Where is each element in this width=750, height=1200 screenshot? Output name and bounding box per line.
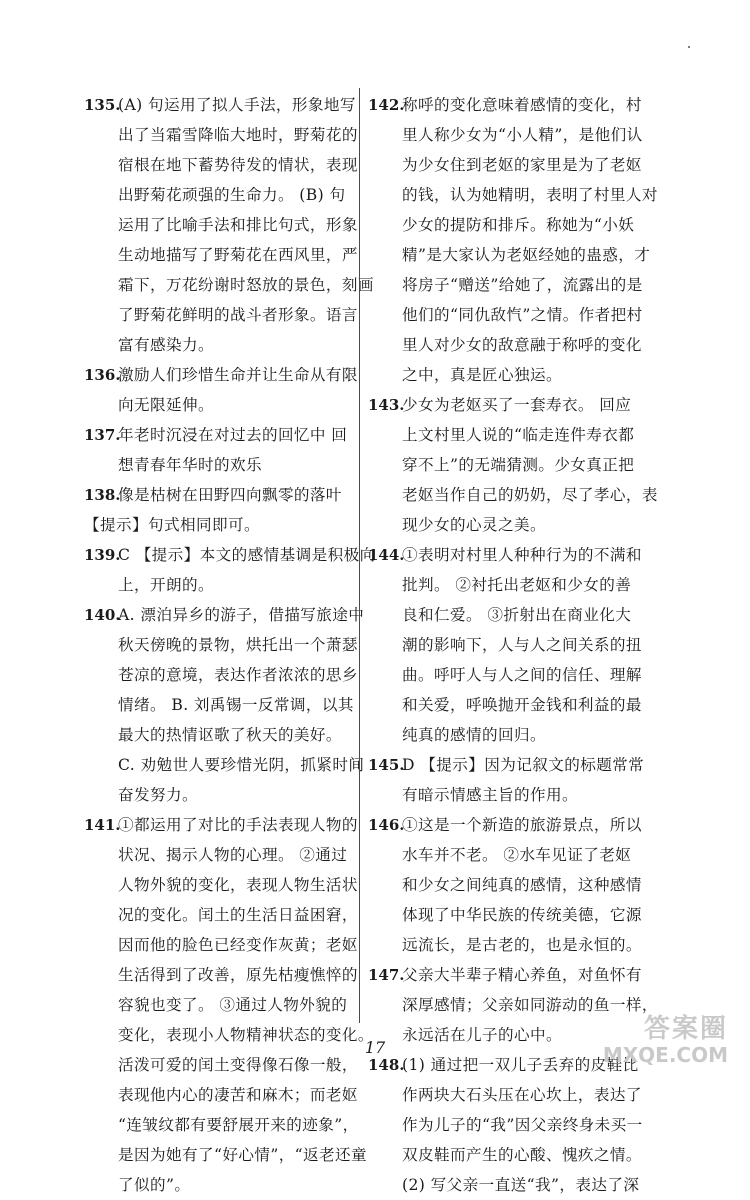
- question-number: 140.: [84, 606, 121, 624]
- answer-line: 父亲大半辈子精心养鱼，对鱼怀有: [402, 966, 642, 984]
- answer-line: 精”是大家认为老妪经她的蛊惑，才: [402, 246, 651, 264]
- answer-line: 少女的提防和排斥。称她为“小妖: [402, 216, 635, 234]
- answer-line: 体现了中华民族的传统美德，它源: [402, 906, 642, 924]
- answer-line: 出了当霜雪降临大地时，野菊花的: [118, 126, 358, 144]
- answer-line: 批判。 ②衬托出老妪和少女的善: [402, 576, 632, 594]
- answer-line: 了似的”。: [118, 1176, 191, 1194]
- answer-item: [368, 750, 702, 810]
- answer-line: C. 劝勉世人要珍惜光阴，抓紧时间: [118, 756, 365, 774]
- question-number: 145.: [368, 756, 405, 774]
- answer-line: 像是枯树在田野四向飘零的落叶: [118, 486, 342, 504]
- left-column: [84, 90, 402, 1200]
- answer-line: 人物外貌的变化，表现人物生活状: [118, 876, 358, 894]
- answer-line: 苍凉的意境，表达作者浓浓的思乡: [118, 666, 358, 684]
- answer-line: 水车并不老。 ②水车见证了老妪: [402, 846, 632, 864]
- answer-line: 表现他内心的凄苦和麻木；而老妪: [118, 1086, 358, 1104]
- column-divider: [359, 88, 360, 1023]
- question-number: 146.: [368, 816, 405, 834]
- answer-line: C 【提示】本文的感情基调是积极向: [118, 546, 376, 564]
- answer-line: 上，开朗的。: [118, 576, 214, 594]
- answer-line: 里人对少女的敌意融于称呼的变化: [402, 336, 642, 354]
- answer-line: 生动地描写了野菊花在西风里，严: [118, 246, 358, 264]
- answer-line: 霜下，万花纷谢时怒放的景色，刻画: [118, 276, 374, 294]
- answer-line: 纯真的感情的回归。: [402, 726, 546, 744]
- answer-item: [368, 810, 702, 960]
- answer-item: [84, 510, 402, 540]
- answer-line: 曲。呼吁人与人之间的信任、理解: [402, 666, 642, 684]
- answer-line: ①这是一个新造的旅游景点，所以: [402, 816, 642, 834]
- scan-speck: [688, 46, 690, 48]
- answer-line: 情绪。 B. 刘禹锡一反常调，以其: [118, 696, 354, 714]
- answer-line: 容貌也变了。 ③通过人物外貌的: [118, 996, 348, 1014]
- answer-item: [84, 540, 402, 600]
- answer-item: [368, 390, 702, 540]
- question-number: 144.: [368, 546, 405, 564]
- answer-item: [84, 480, 402, 510]
- answer-line: 状况、揭示人物的心理。 ②通过: [118, 846, 348, 864]
- answer-line: 里人称少女为“小人精”，是他们认: [402, 126, 643, 144]
- answer-line: “连皱纹都有要舒展开来的迹象”，: [118, 1116, 359, 1134]
- answer-line: 和关爱，呼唤抛开金钱和利益的最: [402, 696, 642, 714]
- answer-line: (1) 通过把一双儿子丢弃的皮鞋比: [402, 1056, 639, 1074]
- answer-line: 和少女之间纯真的感情，这种感情: [402, 876, 642, 894]
- watermark-logo: [603, 1015, 728, 1066]
- answer-line: 运用了比喻手法和排比句式，形象: [118, 216, 358, 234]
- question-number: 139.: [84, 546, 121, 564]
- answer-line: 称呼的变化意味着感情的变化，村: [402, 96, 642, 114]
- answer-line: 将房子“赠送”给她了，流露出的是: [402, 276, 643, 294]
- answer-line: 良和仁爱。 ③折射出在商业化大: [402, 606, 632, 624]
- answer-line: 穿不上”的无端猜测。少女真正把: [402, 456, 635, 474]
- answer-line: 【提示】句式相同即可。: [84, 516, 260, 534]
- answer-line: 作两块大石头压在心坎上，表达了: [402, 1086, 642, 1104]
- answer-line: 变化，表现小人物精神状态的变化。: [118, 1026, 374, 1044]
- answer-item: [84, 810, 402, 1200]
- answer-item: [84, 360, 402, 420]
- answer-item: [368, 540, 702, 750]
- answer-line: 双皮鞋而产生的心酸、愧疚之情。: [402, 1146, 642, 1164]
- answer-line: 奋发努力。: [118, 786, 198, 804]
- answer-line: 激励人们珍惜生命并让生命从有限: [118, 366, 358, 384]
- answer-line: 况的变化。闰土的生活日益困窘，: [118, 906, 358, 924]
- answer-line: (A) 句运用了拟人手法，形象地写: [118, 96, 356, 114]
- answer-item: [84, 90, 402, 360]
- answer-line: 作为儿子的“我”因父亲终身未买一: [402, 1116, 643, 1134]
- answer-line: 为少女住到老妪的家里是为了老妪: [402, 156, 642, 174]
- answer-line: 想青春年华时的欢乐: [118, 456, 262, 474]
- answer-line: 有暗示情感主旨的作用。: [402, 786, 578, 804]
- answer-line: 年老时沉浸在对过去的回忆中 回: [118, 426, 348, 444]
- answer-line: 少女为老妪买了一套寿衣。 回应: [402, 396, 632, 414]
- answer-line: A. 漂泊异乡的游子，借描写旅途中: [118, 606, 365, 624]
- answer-line: 现少女的心灵之美。: [402, 516, 546, 534]
- answer-line: D 【提示】因为记叙文的标题常常: [402, 756, 645, 774]
- question-number: 138.: [84, 486, 121, 504]
- answer-line: 潮的影响下，人与人之间关系的扭: [402, 636, 642, 654]
- answer-line: 深厚感情；父亲如同游动的鱼一样，: [402, 996, 658, 1014]
- question-number: 148.: [368, 1056, 405, 1074]
- answer-line: 出野菊花顽强的生命力。 (B) 句: [118, 186, 346, 204]
- answer-line: 的钱，认为她精明，表明了村里人对: [402, 186, 658, 204]
- question-number: 137.: [84, 426, 121, 444]
- page-number: 17: [364, 1038, 386, 1057]
- question-number: 143.: [368, 396, 405, 414]
- watermark-text: 答案圈: [643, 1014, 728, 1045]
- answer-line: 永远活在儿子的心中。: [402, 1026, 562, 1044]
- question-number: 142.: [368, 96, 405, 114]
- answer-line: 最大的热情讴歌了秋天的美好。: [118, 726, 342, 744]
- answer-line: 上文村里人说的“临走连件寿衣都: [402, 426, 635, 444]
- answer-line: ①表明对村里人种种行为的不满和: [402, 546, 642, 564]
- answer-line: 富有感染力。: [118, 336, 214, 354]
- watermark-url: MXQE.COM: [602, 1043, 728, 1067]
- question-number: 135.: [84, 96, 121, 114]
- answer-line: 之中，真是匠心独运。: [402, 366, 562, 384]
- question-number: 141.: [84, 816, 121, 834]
- answer-item: [368, 1050, 702, 1200]
- answer-line: 向无限延伸。: [118, 396, 214, 414]
- answer-line: 了野菊花鲜明的战斗者形象。语言: [118, 306, 358, 324]
- answer-line: 秋天傍晚的景物，烘托出一个萧瑟: [118, 636, 358, 654]
- answer-line: 老妪当作自己的奶奶，尽了孝心，表: [402, 486, 658, 504]
- answer-line: ①都运用了对比的手法表现人物的: [118, 816, 358, 834]
- question-number: 147.: [368, 966, 405, 984]
- answer-item: [84, 420, 402, 480]
- answer-line: 活泼可爱的闰土变得像石像一般，: [118, 1056, 358, 1074]
- answer-line: 他们的“同仇敌忾”之情。作者把村: [402, 306, 643, 324]
- answer-line: 远流长，是古老的，也是永恒的。: [402, 936, 642, 954]
- answer-line: 生活得到了改善，原先枯瘦憔悴的: [118, 966, 358, 984]
- answer-line: 宿根在地下蓄势待发的情状，表现: [118, 156, 358, 174]
- answer-item: [368, 90, 702, 390]
- answer-line: 因而他的脸色已经变作灰黄；老妪: [118, 936, 358, 954]
- answer-line: 是因为她有了“好心情”，“返老还童: [118, 1146, 368, 1164]
- answer-item: [84, 600, 402, 810]
- question-number: 136.: [84, 366, 121, 384]
- answer-line: (2) 写父亲一直送“我”，表达了深: [402, 1176, 640, 1194]
